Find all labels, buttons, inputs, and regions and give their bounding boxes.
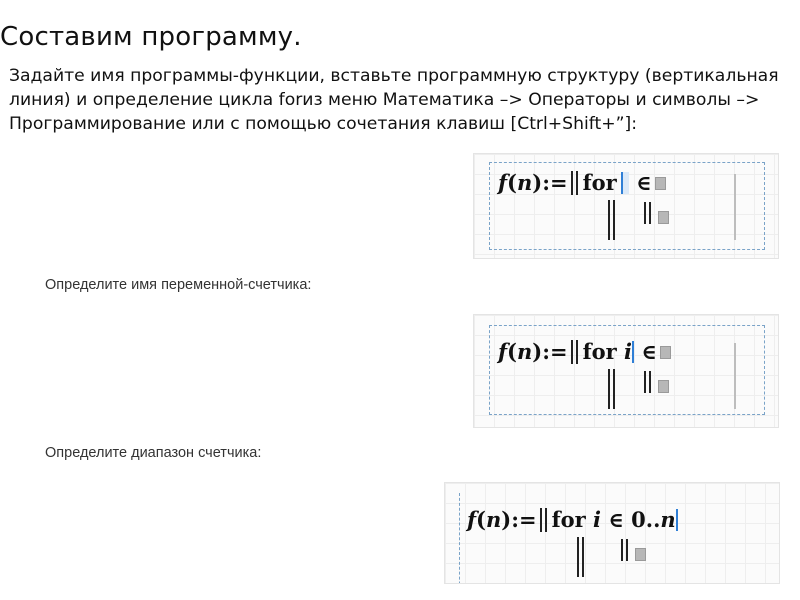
for-keyword: for bbox=[582, 170, 617, 195]
mathcad-screenshot-step2 bbox=[473, 314, 779, 428]
for-loop-line: f(n):= for ∈ bbox=[498, 170, 666, 196]
mathcad-screenshot-step3 bbox=[444, 482, 780, 584]
element-of-symbol: ∈ bbox=[608, 507, 624, 532]
element-of-symbol: ∈ bbox=[641, 339, 657, 364]
element-of-symbol: ∈ bbox=[635, 170, 652, 195]
mathcad-screenshot-step1 bbox=[473, 153, 779, 259]
loop-body-bar bbox=[621, 539, 623, 561]
function-name: f bbox=[498, 339, 508, 364]
program-bar bbox=[571, 340, 573, 364]
range-operator: .. bbox=[645, 507, 661, 532]
counter-variable: i bbox=[623, 339, 632, 364]
range-placeholder bbox=[655, 177, 666, 190]
assign-operator: := bbox=[542, 170, 568, 195]
program-bar bbox=[540, 508, 542, 532]
body-placeholder bbox=[658, 380, 669, 393]
for-loop-line: f(n):= for i ∈ 0..n bbox=[467, 507, 676, 532]
program-bar bbox=[571, 171, 573, 195]
counter-variable: i bbox=[592, 507, 601, 532]
body-placeholder bbox=[635, 548, 646, 561]
text-cursor bbox=[621, 172, 629, 194]
assign-operator: := bbox=[542, 339, 568, 364]
function-name: f bbox=[498, 170, 508, 195]
caption-counter-name: Определите имя переменной-счетчика: bbox=[45, 277, 312, 293]
instruction-text: Задайте имя программы-функции, вставьте программную структуру (вертикальная линия) и определение цикла forиз меню Математика –> Операторы и символы –> Программирование или с помощью сочетания клавиш [Ctrl+Shift+”]: bbox=[9, 66, 779, 134]
program-bar-lower bbox=[608, 369, 610, 409]
range-start: 0 bbox=[631, 507, 646, 532]
for-keyword: for bbox=[582, 339, 617, 364]
for-loop-line: f(n):= for i ∈ bbox=[498, 339, 671, 365]
slide-title: Составим программу. bbox=[0, 22, 302, 52]
loop-body-bar bbox=[644, 202, 646, 224]
function-name: f bbox=[467, 507, 477, 532]
function-arg: n bbox=[516, 170, 533, 195]
assign-operator: := bbox=[511, 507, 537, 532]
text-cursor bbox=[632, 341, 634, 363]
loop-body-bar bbox=[644, 371, 646, 393]
loop-bracket bbox=[734, 174, 736, 240]
range-placeholder bbox=[660, 346, 671, 359]
range-end: n bbox=[660, 507, 676, 532]
body-placeholder bbox=[658, 211, 669, 224]
loop-bracket bbox=[734, 343, 736, 409]
function-arg: n bbox=[485, 507, 502, 532]
caption-counter-range: Определите диапазон счетчика: bbox=[45, 445, 262, 461]
text-cursor bbox=[676, 509, 678, 531]
program-bar-lower bbox=[577, 537, 579, 577]
for-keyword: for bbox=[551, 507, 586, 532]
program-bar-lower bbox=[608, 200, 610, 240]
function-arg: n bbox=[516, 339, 533, 364]
